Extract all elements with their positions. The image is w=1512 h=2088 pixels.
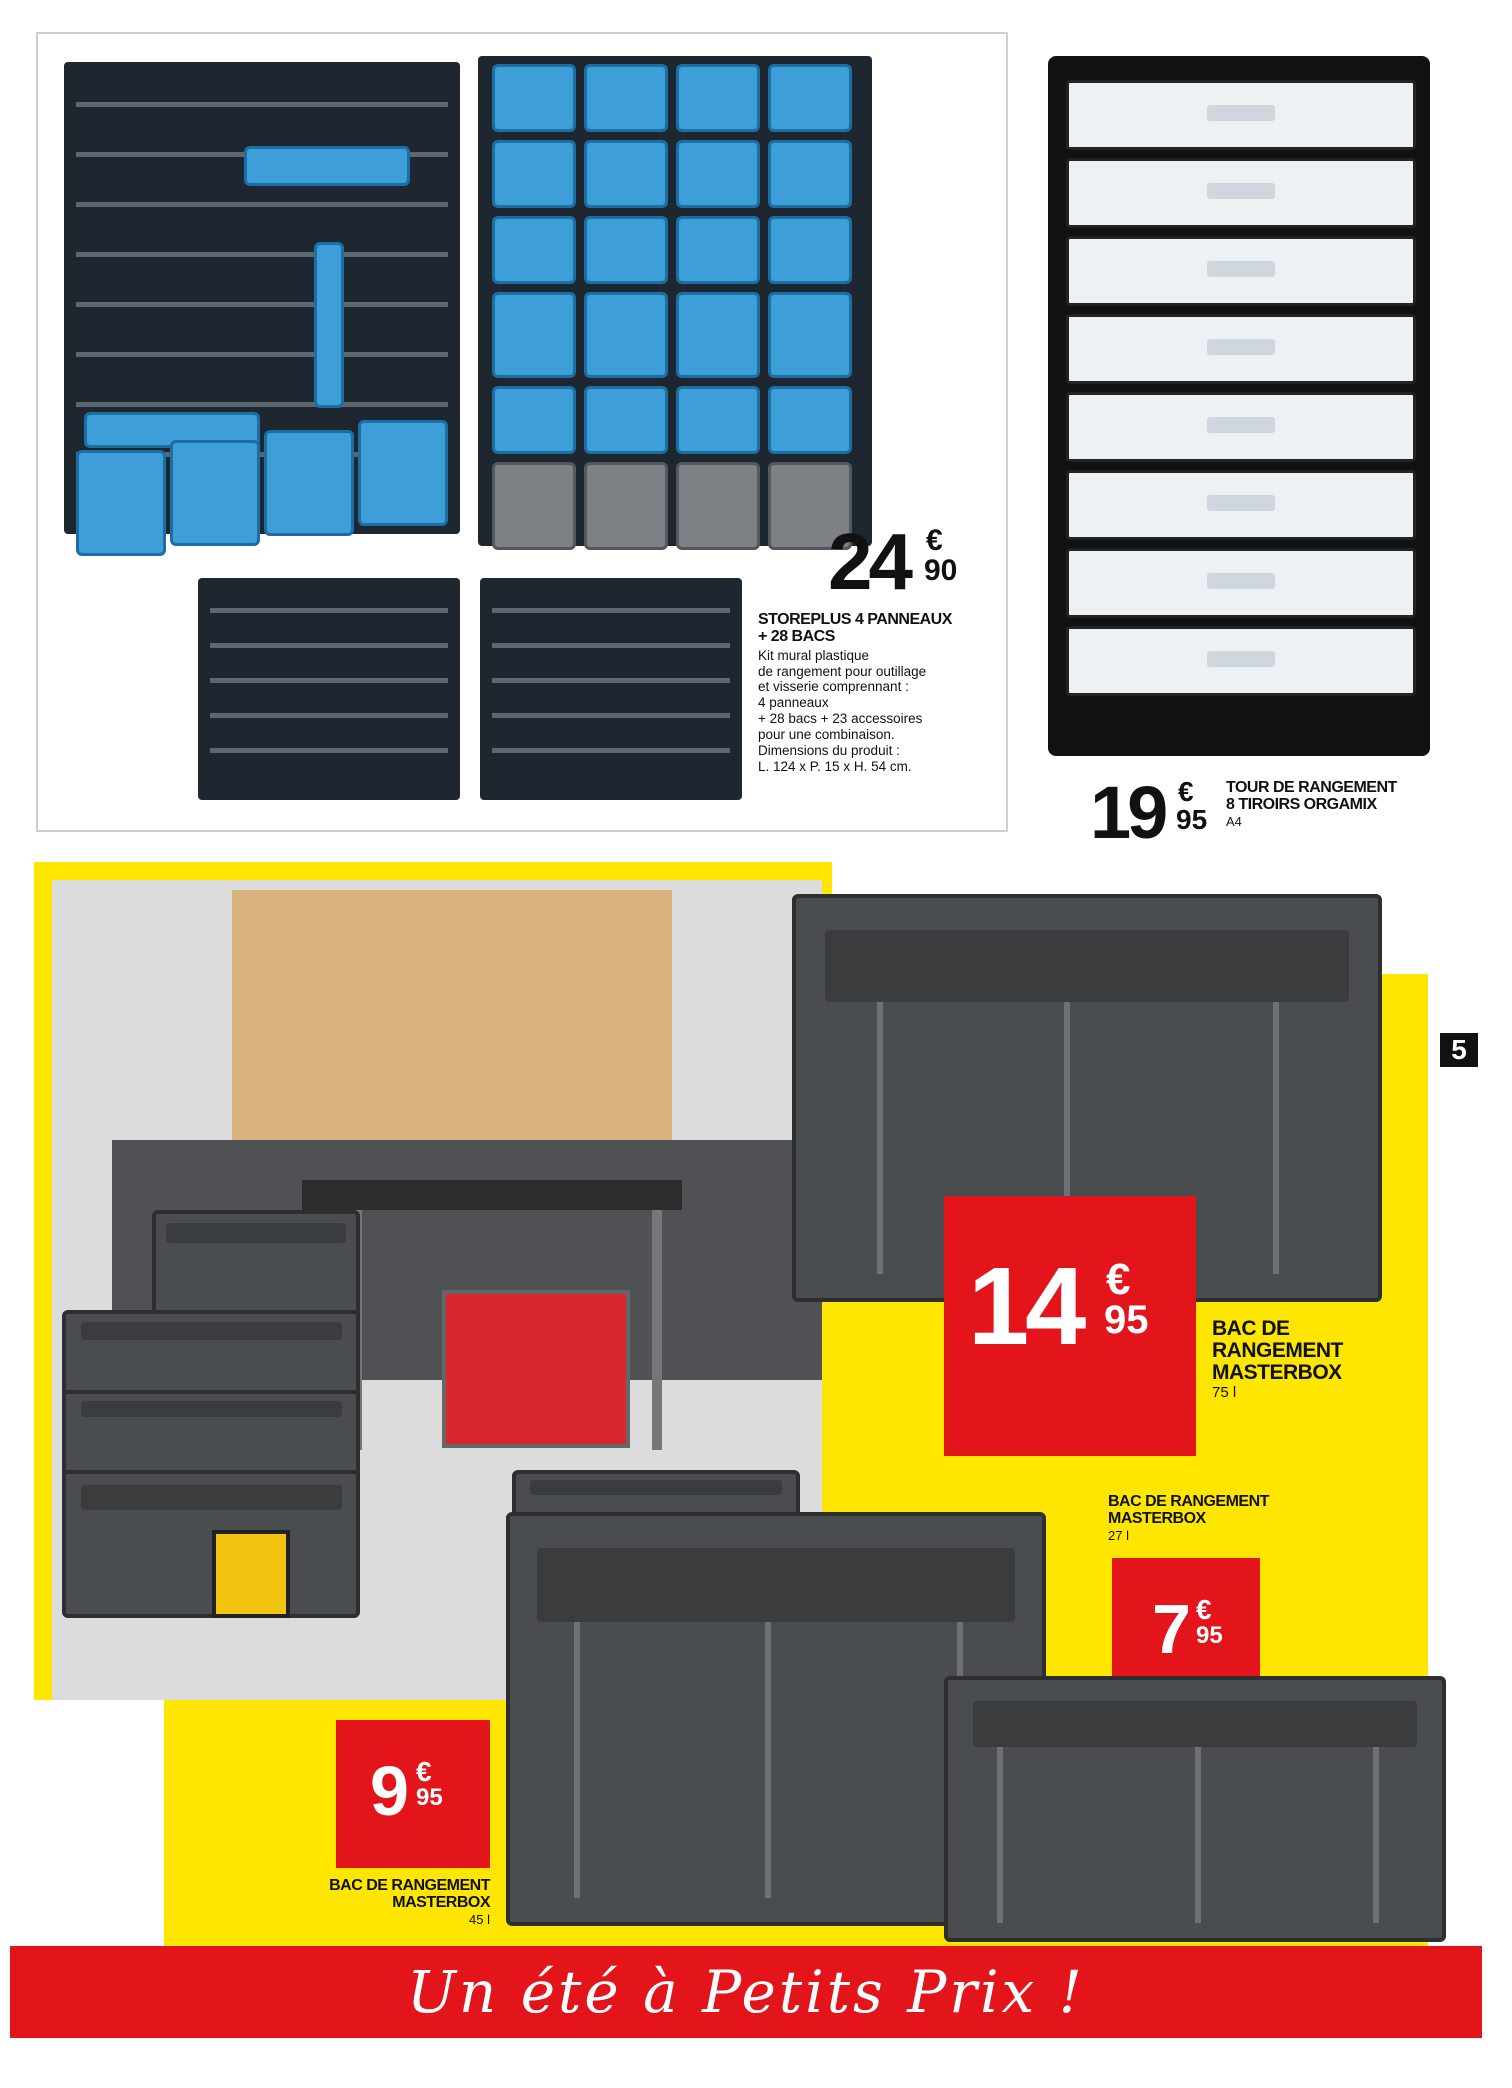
box-27l-image [944, 1676, 1446, 1942]
slogan-text: Un été à Petits Prix ! [407, 1958, 1085, 2026]
bin-wall-image [478, 56, 872, 546]
tour-price [1090, 771, 1210, 856]
product-volume: 45 l [469, 1911, 490, 1927]
product-title-2: MASTERBOX [392, 1893, 490, 1911]
price-main: 14 [968, 1245, 1083, 1368]
price-cents: 95 [1176, 804, 1208, 835]
product-title-2: RANGEMENT [1212, 1339, 1343, 1363]
tour-info [1226, 780, 1466, 829]
product-title-2: 8 TIROIRS ORGAMIX [1226, 795, 1377, 813]
price-main: 7 [1152, 1590, 1187, 1668]
product-description: Kit mural plastique de rangement pour outillage et visserie comprennant : 4 panneaux + 28 bacs + 23 accessoires pour une combinaison. Dimensions du produit : L. 124 x P. 15 x H. 54 cm. [758, 647, 927, 775]
price-currency: € [1178, 776, 1194, 807]
product-title: BAC DE RANGEMENT [1108, 1493, 1269, 1510]
price-currency: € [926, 524, 943, 557]
price-cents: 95 [416, 1784, 443, 1811]
product-title-2: MASTERBOX [1108, 1509, 1206, 1527]
price-main: 19 [1090, 771, 1165, 854]
price-cents: 95 [1104, 1298, 1149, 1342]
product-volume: 75 l [1212, 1384, 1237, 1402]
product-title: TOUR DE RANGEMENT [1226, 779, 1397, 796]
storeplus-info [758, 612, 998, 775]
product-subtitle: A4 [1226, 813, 1242, 829]
bac45-info [290, 1878, 490, 1927]
price-currency: € [416, 1756, 432, 1787]
panel-image-left [198, 578, 460, 800]
price-main: 24 [828, 517, 909, 606]
blue-bins-row [76, 440, 456, 558]
white-corner [34, 1700, 164, 1946]
price-currency: € [1196, 1594, 1212, 1625]
bac75-info [1212, 1318, 1412, 1402]
price-main: 9 [370, 1752, 405, 1830]
slogan-banner [10, 1946, 1482, 2038]
price-cents: 90 [924, 554, 958, 587]
price-currency: € [1106, 1255, 1131, 1304]
storeplus-price [828, 517, 978, 606]
product-title: BAC DE [1212, 1317, 1290, 1340]
bac75-price-box [944, 1196, 1196, 1456]
product-title: STOREPLUS 4 PANNEAUX [758, 611, 952, 628]
price-cents: 95 [1196, 1622, 1223, 1649]
product-title: BAC DE RANGEMENT [329, 1877, 490, 1894]
drawer-tower-image [1048, 56, 1430, 756]
panel-image-right [480, 578, 742, 800]
bac27-info [1108, 1494, 1328, 1543]
product-title-3: MASTERBOX [1212, 1361, 1342, 1385]
page-number-badge: 5 [1440, 1033, 1478, 1067]
product-volume: 27 l [1108, 1527, 1129, 1543]
product-title-2: + 28 BACS [758, 627, 835, 645]
bac45-price-box [336, 1720, 490, 1868]
